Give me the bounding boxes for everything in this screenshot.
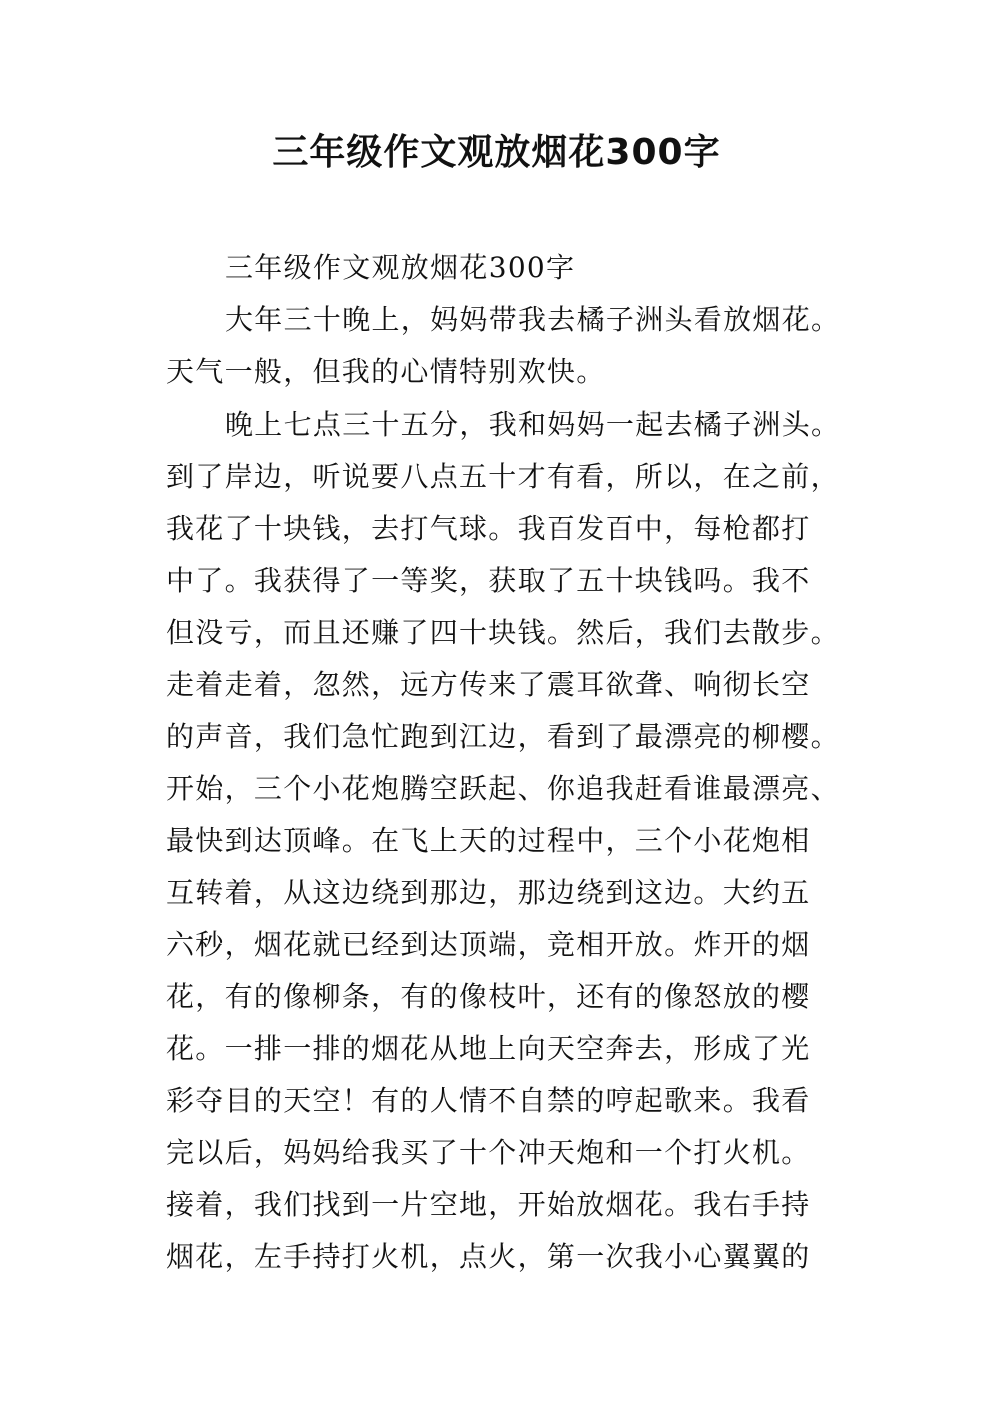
document-title: 三年级作文观放烟花300字: [272, 132, 721, 173]
text-line: 走着走着，忽然，远方传来了震耳欲聋、响彻长空: [166, 668, 811, 701]
text-line: 到了岸边，听说要八点五十才有看，所以，在之前，: [166, 460, 840, 493]
text-line: 互转着，从这边绕到那边，那边绕到这边。大约五: [166, 876, 811, 909]
text-line: 六秒，烟花就已经到达顶端，竞相开放。炸开的烟: [166, 928, 811, 961]
text-line: 彩夺目的天空！有的人情不自禁的哼起歌来。我看: [166, 1084, 811, 1117]
text-line: 天气一般，但我的心情特别欢快。: [166, 355, 606, 388]
text-line: 完以后，妈妈给我买了十个冲天炮和一个打火机。: [166, 1136, 811, 1169]
text-line: 开始，三个小花炮腾空跃起、你追我赶看谁最漂亮、: [166, 772, 840, 805]
text-line: 晚上七点三十五分，我和妈妈一起去橘子洲头。: [225, 408, 841, 441]
text-line: 中了。我获得了一等奖，获取了五十块钱吗。我不: [166, 564, 811, 597]
text-line: 的声音，我们急忙跑到江边，看到了最漂亮的柳樱。: [166, 720, 840, 753]
text-line: 最快到达顶峰。在飞上天的过程中，三个小花炮相: [166, 824, 811, 857]
subtitle-line: 三年级作文观放烟花300字: [225, 251, 576, 284]
text-line: 接着，我们找到一片空地，开始放烟花。我右手持: [166, 1188, 811, 1221]
text-line: 我花了十块钱，去打气球。我百发百中，每枪都打: [166, 512, 811, 545]
text-line: 但没亏，而且还赚了四十块钱。然后，我们去散步。: [166, 616, 840, 649]
text-line: 大年三十晚上，妈妈带我去橘子洲头看放烟花。: [225, 303, 841, 336]
text-line: 烟花，左手持打火机，点火，第一次我小心翼翼的: [166, 1240, 811, 1273]
text-line: 花。一排一排的烟花从地上向天空奔去，形成了光: [166, 1032, 811, 1065]
text-line: 花，有的像柳条，有的像枝叶，还有的像怒放的樱: [166, 980, 811, 1013]
